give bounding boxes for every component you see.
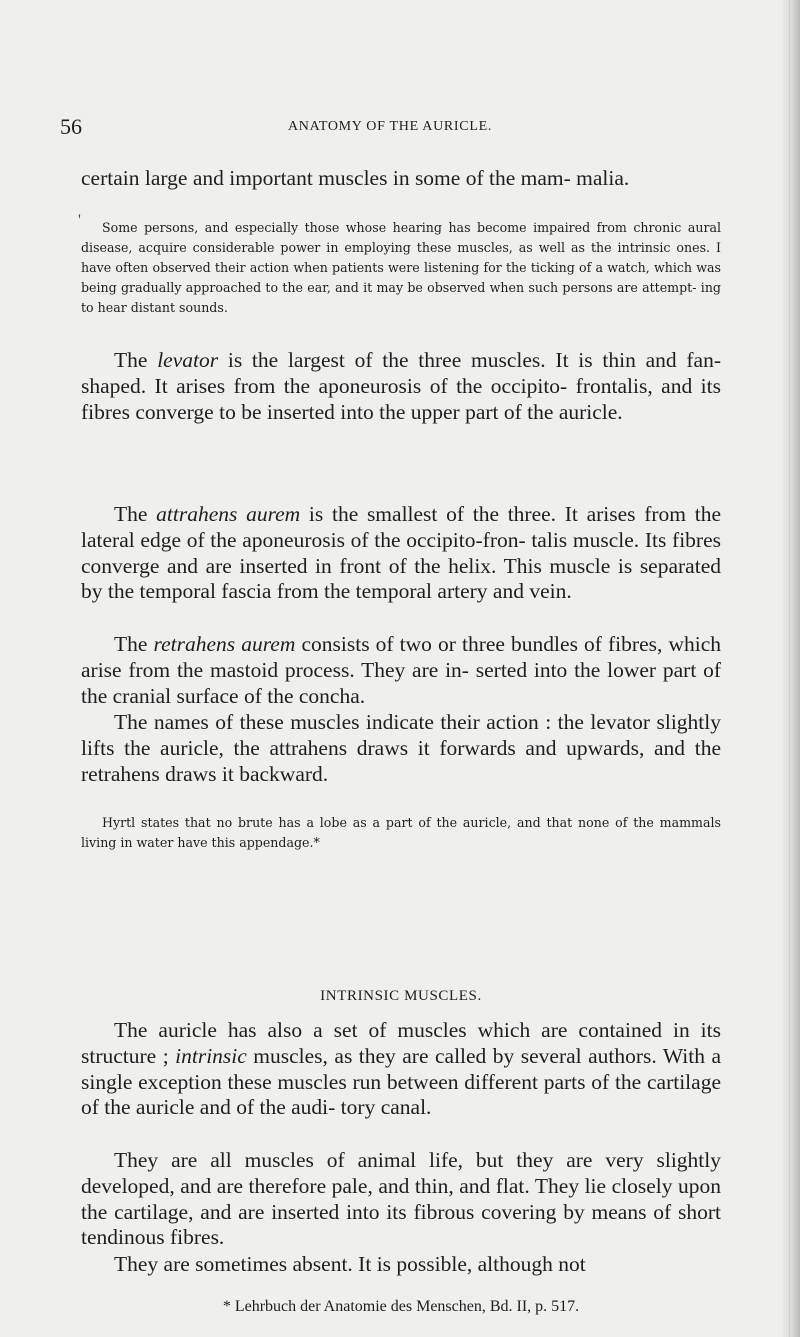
- stray-mark: ': [78, 212, 81, 229]
- paragraph-3: The levator is the largest of the three muscles. It is thin and fan-shaped. It arises from the aponeurosis of the occipito- frontalis, and its fibres converge to be inserted into the upper part of the auricle.: [81, 348, 721, 424]
- term-intrinsic: intrinsic: [175, 1043, 247, 1068]
- paragraph-4: The attrahens aurem is the smallest of the three. It arises from the lateral edge of the aponeurosis of the occipito-fron- talis muscle. Its fibres converge and are inserted in front of the helix. This muscle is separated by the temporal fascia from the temporal artery and vein.: [81, 502, 721, 604]
- paragraph-1: certain large and important muscles in some of the mam- malia.: [81, 166, 630, 190]
- paragraph-10: They are sometimes absent. It is possible, although not: [114, 1252, 586, 1276]
- running-head: ANATOMY OF THE AURICLE.: [287, 119, 493, 134]
- term-retrahens: retrahens aurem: [153, 632, 296, 656]
- term-levator: levator: [157, 348, 219, 372]
- footnote: * Lehrbuch der Anatomie des Menschen, Bd. II, p. 517.: [222, 1298, 580, 1315]
- paragraph-7-small: Hyrtl states that no brute has a lobe as a part of the auricle, and that none of the mammals living in water have this appendage.*: [81, 815, 721, 850]
- page-number: 56: [60, 114, 82, 139]
- paragraph-2-small: Some persons, and especially those whose hearing has become impaired from chronic aural disease, acquire considerable power in employing these muscles, as well as the intrinsic ones. I have often observed their action when patients were listening for the ticking of a watch, which was being gradually approached to the ear, and it may be observed when such persons are attempt- ing to hear distant sounds.: [81, 220, 721, 315]
- paragraph-9: They are all muscles of animal life, but they are very slightly developed, and are therefore pale, and thin, and flat. They lie closely upon the cartilage, and are inserted into its fibrous covering by means of short tendinous fibres.: [81, 1148, 721, 1250]
- section-heading: INTRINSIC MUSCLES.: [320, 988, 482, 1004]
- page-header: [60, 114, 720, 138]
- page-edge-line: [789, 0, 790, 1337]
- paragraph-5: The retrahens aurem consists of two or three bundles of fibres, which arise from the mastoid process. They are in- serted into the lower part of the cranial surface of the concha.: [81, 632, 721, 708]
- paragraph-6: The names of these muscles indicate their action : the levator slightly lifts the auricle, the attrahens draws it forwards and upwards, and the retrahens draws it backward.: [81, 710, 721, 786]
- paragraph-8: The auricle has also a set of muscles which are contained in its structure ; intrinsic muscles, as they are called by several authors. With a single exception these muscles run between different parts of the cartilage of the auricle and of the audi- tory canal.: [81, 1018, 721, 1120]
- term-attrahens: attrahens aurem: [156, 502, 301, 526]
- page-edge-shadow: [782, 0, 800, 1337]
